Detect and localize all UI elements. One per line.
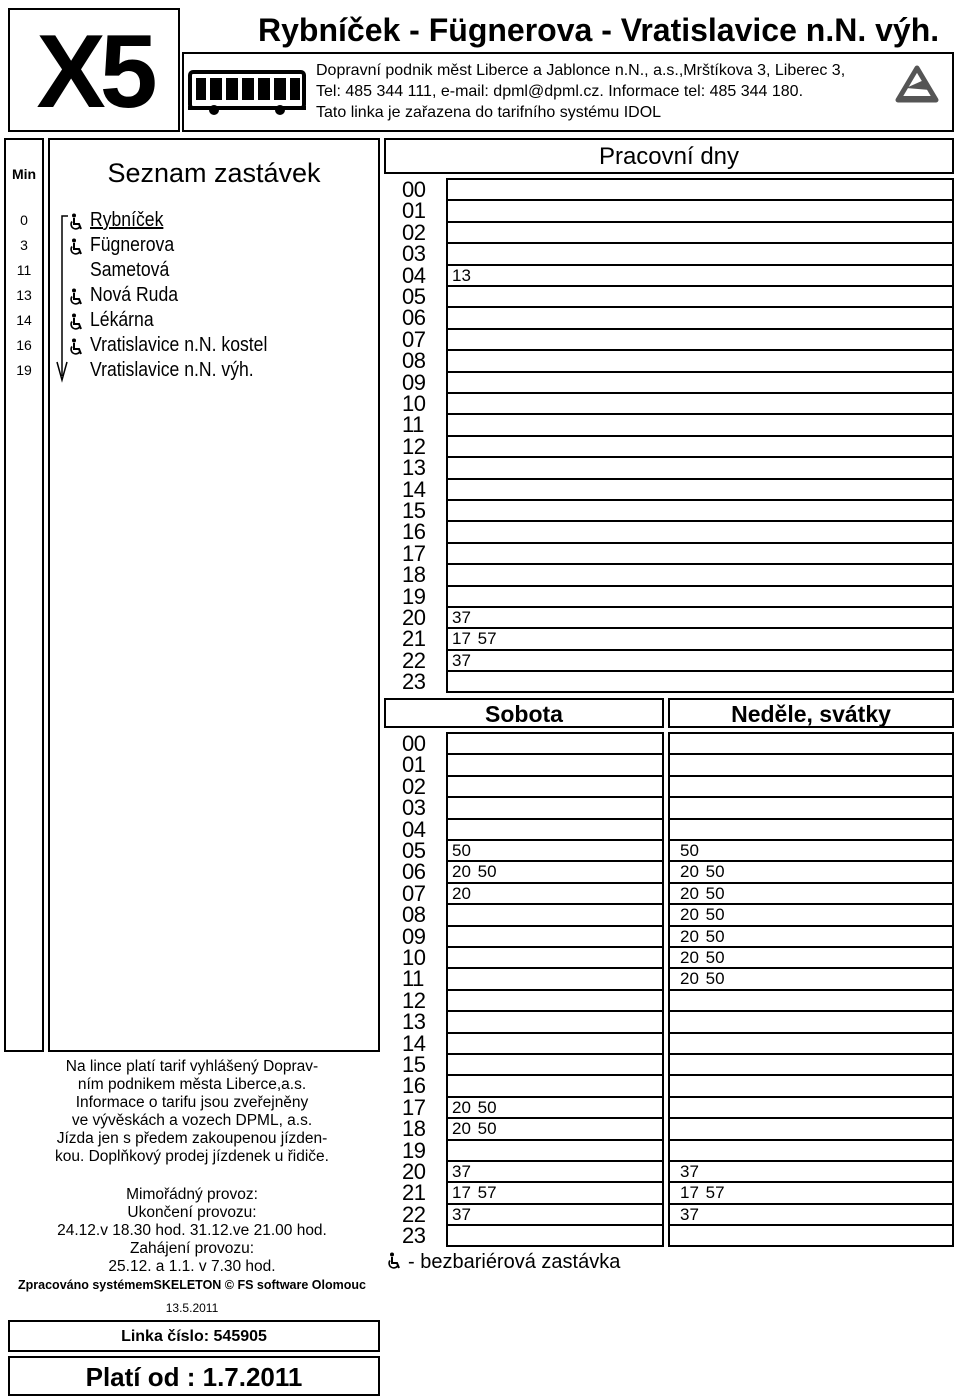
stop-minute: 3 [20,237,28,253]
operator-info [316,60,845,123]
saturday-row [446,1139,664,1160]
weekday-row [446,413,954,434]
weekday-hour: 15 [402,498,426,523]
line-number: X5 [36,14,152,130]
saturday-title: Sobota [485,701,563,727]
note-line: Na lince platí tarif vyhlášený Doprav- [65,1058,319,1075]
sunday-row [668,775,954,796]
sunday-row [668,1096,954,1117]
line-number-footer-box [8,1320,380,1352]
operator-line-3: Tato linka je zařazena do tarifního systému IDOL [316,104,662,121]
saturday-row [446,753,664,774]
sunday-row [668,839,954,860]
sunday-row [668,1160,954,1181]
stop-list-box [48,138,380,1052]
weekday-hour: 19 [402,583,426,609]
line-number-box [8,8,180,132]
weekday-hour: 10 [402,391,426,416]
saturday-hour: 09 [402,923,426,949]
weekday-hour: 05 [402,284,426,309]
saturday-row [446,1010,664,1031]
operator-line-2: Tel: 485 344 111, e-mail: dpml@dpml.cz. Informace tel: 485 344 180. [316,83,804,100]
valid-from: Platí od : 1.7.2011 [85,1362,303,1392]
weekday-row [446,435,954,456]
weekday-hour: 13 [402,455,426,481]
weekday-hour: 00 [402,177,426,202]
sunday-row [668,989,954,1010]
special-line: 24.12.v 18.30 hod. 31.12.ve 21.00 hod. [57,1222,327,1239]
operator-info-box [182,52,954,132]
weekday-row [446,306,954,327]
stop-name: Fügnerova [90,234,175,256]
sunday-row [668,1074,954,1095]
weekday-row [446,199,954,220]
weekday-row [446,285,954,306]
weekday-row [446,221,954,242]
sunday-minutes: 37 [680,1204,699,1224]
weekday-minutes: 17 57 [452,629,497,649]
weekday-hour: 07 [402,326,426,352]
saturday-row [446,839,664,860]
sunday-minutes: 20 50 [680,862,725,882]
saturday-row [446,1074,664,1095]
valid-from-box [8,1356,380,1396]
saturday-hour: 11 [402,966,424,992]
wheelchair-icon [386,1252,402,1270]
weekday-row [446,349,954,370]
weekday-hour: 17 [402,540,426,566]
weekday-row [446,670,954,692]
weekday-hour: 14 [402,476,426,502]
saturday-hour: 01 [402,752,426,778]
saturday-minutes: 20 50 [452,1097,497,1117]
saturday-row [446,989,664,1010]
note-line: ním podnikem města Liberce,a.s. [77,1076,307,1093]
weekday-row [446,264,954,285]
saturday-hour: 16 [402,1073,426,1099]
weekday-hour: 23 [402,669,426,695]
legend [386,1250,620,1274]
saturday-row [446,925,664,946]
saturday-hour: 00 [402,731,426,756]
sunday-row [668,796,954,817]
processed-date: 13.5.2011 [165,1301,219,1315]
weekday-minutes: 37 [452,650,471,670]
saturday-hour: 18 [402,1116,426,1142]
weekday-hour: 21 [402,626,426,652]
saturday-hour: 05 [402,838,426,863]
saturday-hour: 22 [402,1201,426,1227]
weekday-row [446,242,954,263]
saturday-header-box [384,698,664,728]
saturday-minutes: 20 50 [452,862,497,882]
weekday-minutes: 37 [452,608,471,627]
sunday-minutes: 20 50 [680,948,725,967]
weekday-row [446,542,954,563]
weekday-row [446,563,954,584]
weekday-hour: 06 [402,305,426,331]
weekday-hour: 22 [402,647,426,673]
saturday-hour: 07 [402,880,426,906]
saturday-minutes: 20 50 [452,1119,497,1139]
stop-name: Nová Ruda [90,284,179,306]
special-line: Ukončení provozu: [127,1204,257,1221]
stop-minute: 11 [16,262,32,278]
sunday-minutes: 50 [680,841,699,860]
sunday-minutes: 37 [680,1162,699,1181]
saturday-row [446,796,664,817]
weekday-row [446,478,954,499]
legend-text: - bezbariérová zastávka [408,1251,621,1273]
saturday-row [446,882,664,903]
weekday-hour: 09 [402,369,426,395]
sunday-row [668,732,954,753]
weekday-hour: 04 [402,262,426,288]
weekday-hour: 20 [402,605,426,630]
sunday-minutes: 20 50 [680,969,725,989]
saturday-minutes: 37 [452,1204,471,1224]
weekday-title: Pracovní dny [598,143,740,170]
weekday-hour: 11 [402,412,424,438]
weekday-hour: 12 [402,433,426,459]
weekday-hour: 03 [402,241,426,267]
stop-name: Vratislavice n.N. výh. [90,359,254,381]
stop-name: Sametová [90,259,170,281]
saturday-row [446,903,664,924]
stop-name: Lékárna [90,309,154,331]
saturday-minutes: 37 [452,1162,471,1181]
sunday-row [668,1117,954,1138]
note-line: Informace o tarifu jsou zveřejněny [75,1094,309,1111]
saturday-hour: 21 [402,1180,426,1206]
saturday-hour: 03 [402,795,426,821]
line-number-footer: Linka číslo: 545905 [121,1328,267,1345]
sunday-title: Neděle, svátky [731,701,891,727]
saturday-hour: 08 [402,902,426,928]
sunday-row [668,1053,954,1074]
saturday-hour: 20 [402,1159,426,1184]
saturday-row [446,1053,664,1074]
weekday-hour: 08 [402,348,426,374]
saturday-hour: 10 [402,945,426,970]
saturday-row [446,775,664,796]
stop-minute: 14 [16,312,32,328]
sunday-row [668,1139,954,1160]
saturday-row [446,818,664,839]
saturday-hour: 06 [402,859,426,885]
stop-minute: 19 [16,362,32,378]
weekday-hour: 01 [402,198,426,224]
note-line: ve vývěskách a vozech DPML, a.s. [71,1112,313,1129]
stop-name: Rybníček [90,209,164,231]
wheelchair-icon [68,288,84,306]
stop-minute: 13 [16,287,32,303]
sunday-minutes: 20 50 [680,905,725,925]
sunday-row [668,753,954,774]
special-line: Mimořádný provoz: [126,1186,258,1203]
weekday-hour: 18 [402,562,426,588]
saturday-row [446,946,664,967]
saturday-row [446,1160,664,1181]
sunday-row [668,818,954,839]
special-line: 25.12. a 1.1. v 7.30 hod. [108,1258,276,1275]
stop-list-title: Seznam zastávek [107,158,321,188]
saturday-minutes: 20 [452,883,471,903]
minutes-header: Min [11,166,37,182]
stop-minute: 16 [16,337,32,353]
weekday-row [446,499,954,520]
saturday-hour: 14 [402,1030,426,1056]
weekday-minutes: 13 [452,265,471,285]
sunday-row [668,1032,954,1053]
minutes-column [4,138,44,1052]
processed-by: Zpracováno systémemSKELETON © FS software Olomouc [18,1278,366,1292]
wheelchair-icon [68,238,84,256]
weekday-row [446,606,954,627]
saturday-minutes: 17 57 [452,1183,497,1203]
sunday-minutes: 20 50 [680,926,725,946]
sunday-row [668,1010,954,1031]
weekday-row [446,627,954,648]
idol-logo-icon [894,64,940,104]
saturday-hour: 04 [402,816,426,842]
weekday-row [446,649,954,670]
bus-icon [188,70,306,116]
saturday-hour: 23 [402,1223,426,1249]
wheelchair-icon [68,313,84,331]
saturday-row [446,1032,664,1053]
saturday-hour: 02 [402,773,426,799]
weekday-row [446,328,954,349]
weekday-row [446,456,954,477]
sunday-header-box [668,698,954,728]
saturday-hour: 17 [402,1094,426,1120]
weekday-row [446,585,954,606]
saturday-row [446,967,664,988]
saturday-row [446,1203,664,1224]
saturday-hour: 12 [402,987,426,1013]
saturday-hour: 13 [402,1009,426,1035]
special-line: Zahájení provozu: [129,1240,255,1257]
weekday-row [446,392,954,413]
note-line: Jízda jen s předem zakoupenou jízden- [56,1130,328,1147]
sunday-row [668,1203,954,1224]
note-line: kou. Doplňkový prodej jízdenek u řidiče. [55,1148,329,1165]
weekday-header-box [384,138,954,174]
operator-line-1: Dopravní podnik měst Liberce a Jablonce n.N., a.s.,Mrštíkova 3, Liberec 3, [316,62,846,79]
tariff-notes [4,1058,380,1276]
weekday-row [446,371,954,392]
saturday-hour: 15 [402,1052,426,1077]
weekday-hour: 02 [402,219,426,245]
saturday-row [446,1224,664,1246]
weekday-row [446,178,954,199]
sunday-minutes: 17 57 [680,1183,725,1203]
wheelchair-icon [68,338,84,356]
sunday-minutes: 20 50 [680,883,725,903]
weekday-row [446,520,954,541]
stop-minute: 0 [20,212,28,228]
weekday-hour: 16 [402,519,426,545]
route-title: Rybníček - Fügnerova - Vratislavice n.N. výh. [258,12,940,48]
saturday-minutes: 50 [452,841,471,860]
saturday-hour: 19 [402,1137,426,1163]
sunday-row [668,1224,954,1246]
wheelchair-icon [68,213,84,231]
saturday-row [446,732,664,753]
stop-name: Vratislavice n.N. kostel [90,334,268,356]
